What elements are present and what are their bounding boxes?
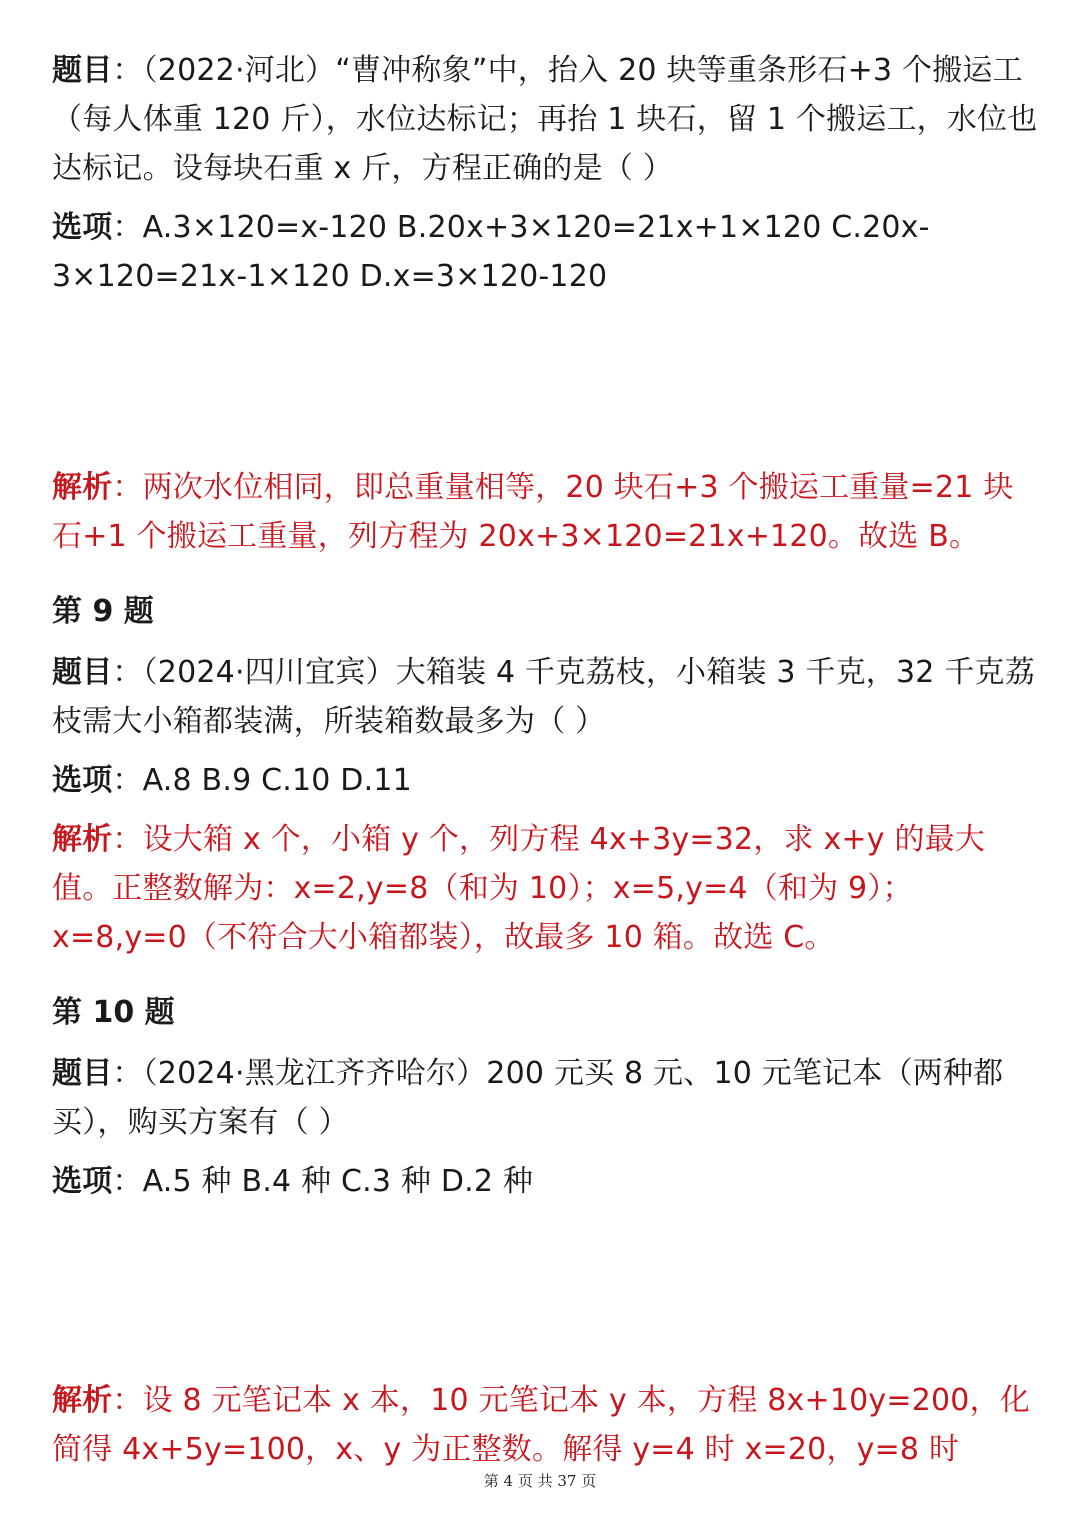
q9-heading: 第 9 题 xyxy=(52,594,154,629)
q9-analysis xyxy=(52,815,1042,962)
q8-options-text: ：A.3×120=x-120 B.20x+3×120=21x+1×120 C.20x-3×120=21x-1×120 D.x=3×120-120 xyxy=(52,210,930,294)
q10-topic-text: ：（2024·黑龙江齐齐哈尔）200 元买 8 元、10 元笔记本（两种都买），购买方案有（ ） xyxy=(52,1056,1004,1140)
q10-topic xyxy=(52,1049,1042,1147)
q10-heading: 第 10 题 xyxy=(52,995,175,1030)
q9-topic-label: 题目 xyxy=(52,655,113,690)
q8-analysis-label: 解析 xyxy=(52,470,113,505)
q8-analysis xyxy=(52,463,1042,561)
q8-options xyxy=(52,203,1042,301)
q10-analysis-label: 解析 xyxy=(52,1383,113,1418)
q9-topic-text: ：（2024·四川宜宾）大箱装 4 千克荔枝，小箱装 3 千克，32 千克荔枝需大小箱都装满，所装箱数最多为（ ） xyxy=(52,655,1035,739)
q9-topic xyxy=(52,648,1042,746)
q8-analysis-text: ：两次水位相同，即总重量相等，20 块石+3 个搬运工重量=21 块石+1 个搬运工重量，列方程为 20x+3×120=21x+120。故选 B。 xyxy=(52,470,1014,554)
q10-analysis xyxy=(52,1376,1042,1474)
q9-options-text: ：A.8 B.9 C.10 D.11 xyxy=(112,763,412,798)
q8-topic-text: ：（2022·河北）“曹冲称象”中，抬入 20 块等重条形石+3 个搬运工（每人体重 120 斤），水位达标记；再抬 1 块石，留 1 个搬运工，水位也达标记。设每块石重 x 斤，方程正确的是（ ） xyxy=(52,53,1038,186)
page-footer: 第 4 页 共 37 页 xyxy=(483,1472,597,1490)
q10-topic-label: 题目 xyxy=(52,1056,113,1091)
q10-options xyxy=(52,1157,1042,1206)
q10-options-label: 选项 xyxy=(52,1164,113,1199)
q10-analysis-text: ：设 8 元笔记本 x 本，10 元笔记本 y 本，方程 8x+10y=200，化简得 4x+5y=100，x、y 为正整数。解得 y=4 时 x=20，y=8 时 xyxy=(52,1383,1030,1467)
q8-options-label: 选项 xyxy=(52,210,113,245)
q9-options-label: 选项 xyxy=(52,763,113,798)
q9-analysis-text: ：设大箱 x 个，小箱 y 个，列方程 4x+3y=32，求 x+y 的最大值。正整数解为：x=2,y=8（和为 10）；x=5,y=4（和为 9）；x=8,y=0（不符合大小箱都装），故最多 10 箱。故选 C。 xyxy=(52,822,986,955)
q8-topic xyxy=(52,46,1042,193)
q9-options xyxy=(52,756,1042,805)
q10-options-text: ：A.5 种 B.4 种 C.3 种 D.2 种 xyxy=(112,1164,534,1199)
document-page xyxy=(52,46,1042,1474)
q8-topic-label: 题目 xyxy=(52,53,113,88)
q9-analysis-label: 解析 xyxy=(52,822,113,857)
